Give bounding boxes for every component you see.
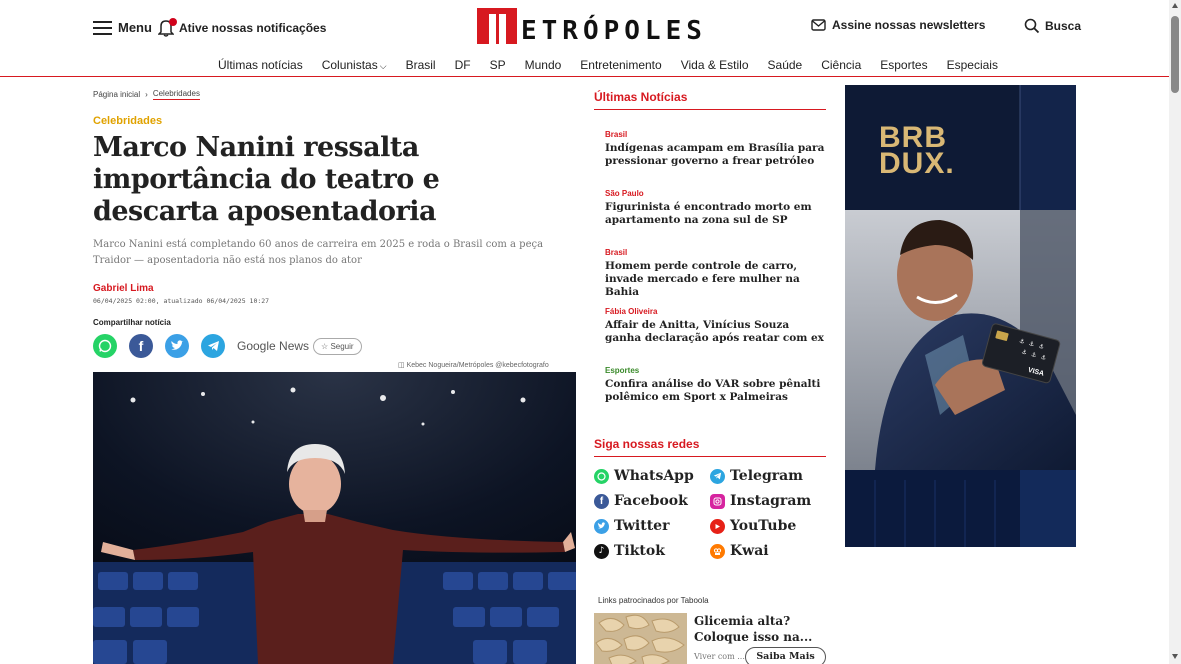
facebook-icon: f [138,338,144,354]
article-dates: 06/04/2025 02:00, atualizado 06/04/2025 10:27 [93,297,270,305]
search-label: Busca [1045,19,1082,33]
social-networks-grid [594,466,826,561]
newsletter-button[interactable] [811,18,985,32]
latest-news-item[interactable] [605,248,825,307]
share-whatsapp-button[interactable] [93,334,117,358]
network-label: Tiktok [614,543,665,559]
menu-label: Menu [118,20,152,35]
sponsored-title[interactable]: Glicemia alta? Coloque isso na... [694,614,813,644]
bell-icon [158,19,174,37]
twitter-icon [594,519,609,534]
notifications-label: Ative nossas notificações [179,21,327,35]
breadcrumb-home[interactable]: Página inicial [93,90,141,99]
kwai-icon [710,544,725,559]
chevron-down-icon: ⌵ [379,61,387,71]
nav-item-saude[interactable]: Saúde [767,58,803,72]
hamburger-icon [93,21,112,35]
news-category: Brasil [605,130,628,139]
network-label: Telegram [730,468,803,484]
news-category: Brasil [605,248,628,257]
network-youtube[interactable] [710,516,826,536]
google-news-follow-button[interactable]: ☆ Seguir [313,338,362,355]
scroll-up-arrow-icon[interactable] [1172,3,1178,8]
photo-credit-text: Kebec Nogueira/Metrópoles @kebecfotografo [406,362,549,369]
network-twitter[interactable] [594,516,710,536]
scroll-thumb[interactable] [1171,16,1179,93]
share-label: Compartilhar notícia [93,318,171,327]
follow-networks-heading: Siga nossas redes [594,437,826,457]
main-nav [0,56,1169,77]
youtube-icon [710,519,725,534]
network-kwai[interactable] [710,541,826,561]
search-button[interactable] [1024,18,1081,34]
share-telegram-button[interactable] [201,334,225,358]
sponsored-image[interactable] [594,613,687,664]
svg-text:VISA: VISA [1027,366,1045,378]
news-category: Fábia Oliveira [605,307,658,316]
ad-brand-line2: DUX. [879,147,955,180]
article-photo [93,372,576,664]
network-label: YouTube [730,518,797,534]
news-title: Affair de Anitta, Vinícius Souza ganha declaração após reatar com ex [605,319,824,344]
sponsored-cta-button[interactable]: Saiba Mais [745,647,826,664]
nav-item-vida-estilo[interactable]: Vida & Estilo [680,58,749,72]
photo-credit [398,361,549,369]
network-label: WhatsApp [614,468,694,484]
sponsored-source: Viver com ... [694,652,745,661]
news-title: Confira análise do VAR sobre pênalti polêmico em Sport x Palmeiras [605,378,821,403]
svg-text:⚓: ⚓ [1018,337,1026,346]
article-title: Marco Nanini ressalta importância do teatro e descarta aposentadoria [93,132,440,227]
search-icon [1024,18,1040,34]
svg-text:⚓: ⚓ [1037,342,1045,351]
twitter-icon [170,340,184,352]
news-title: Indígenas acampam em Brasília para pressionar governo a frear petróleo [605,142,825,167]
nav-item-mundo[interactable]: Mundo [524,58,562,72]
site-header [0,0,1169,52]
telegram-icon [207,340,220,352]
svg-text:⚓: ⚓ [1028,340,1036,349]
network-telegram[interactable] [710,466,826,486]
svg-text:⚓: ⚓ [1039,353,1047,362]
page-scrollbar[interactable] [1169,0,1181,664]
share-facebook-button[interactable] [129,334,153,358]
instagram-icon [710,494,725,509]
network-label: Kwai [730,543,769,559]
news-category: Esportes [605,366,640,375]
network-facebook[interactable] [594,491,710,511]
breadcrumb [93,89,200,100]
nav-item-ciencia[interactable]: Ciência [821,58,862,72]
news-title: Homem perde controle de carro, invade mercado e fere mulher na Bahia [605,260,800,298]
svg-text:⚓: ⚓ [1030,351,1038,360]
google-news-label [237,339,309,353]
article-subtitle: Marco Nanini está completando 60 anos de carreira em 2025 e roda o Brasil com a peça Traidor — aposentadoria não está nos planos do ator [93,239,544,266]
nav-item-sp[interactable]: SP [489,58,506,72]
breadcrumb-current[interactable]: Celebridades [152,89,200,98]
latest-news-heading[interactable]: Últimas Notícias [594,90,826,110]
nav-item-entretenimento[interactable]: Entretenimento [580,58,662,72]
ad-brand-text [879,121,955,180]
telegram-icon [710,469,725,484]
newsletter-label: Assine nossas newsletters [832,18,986,32]
brb-dux-ad[interactable] [845,85,1076,547]
article-kicker[interactable]: Celebridades [93,115,163,127]
tiktok-icon: ♪ [594,544,609,559]
nav-item-colunistas[interactable] [322,58,387,72]
latest-news-item[interactable] [605,130,825,189]
ad-brand-line1: BRB [879,121,947,154]
whatsapp-icon [98,339,112,353]
latest-news-item[interactable] [605,189,825,248]
logo-text: ETRÓPOLES [521,16,707,46]
svg-text:⚓: ⚓ [1020,348,1028,357]
share-bar [93,334,362,358]
google-news-text: Google News [237,339,310,353]
network-instagram[interactable] [710,491,826,511]
nav-item-especiais[interactable]: Especiais [946,58,998,72]
latest-news-item[interactable] [605,366,825,425]
breadcrumb-separator-icon: › [145,90,148,99]
news-title: Figurinista é encontrado morto em apartamento na zona sul de SP [605,201,812,226]
menu-button[interactable] [93,20,152,35]
taboola-label[interactable]: Links patrocinados por Taboola [598,596,709,605]
facebook-icon: f [594,494,609,509]
nav-item-esportes[interactable]: Esportes [880,58,928,72]
nav-item-df[interactable]: DF [454,58,471,72]
latest-news-list [605,130,825,425]
nav-item-brasil[interactable]: Brasil [405,58,436,72]
scroll-down-arrow-icon[interactable] [1172,654,1178,659]
camera-icon: ◫ [398,362,405,369]
network-label: Facebook [614,493,688,509]
whatsapp-icon [594,469,609,484]
nav-item-label: Colunistas [321,58,378,72]
share-twitter-button[interactable] [165,334,189,358]
notifications-button[interactable] [158,19,326,37]
network-whatsapp[interactable] [594,466,710,486]
latest-news-item[interactable] [605,307,825,366]
nav-item-ultimas-noticias[interactable]: Últimas notícias [218,58,303,72]
metropoles-logo[interactable] [477,8,707,44]
google-news-link[interactable] [237,338,362,355]
network-label: Instagram [730,493,812,509]
network-tiktok[interactable] [594,541,710,561]
envelope-icon [811,19,826,31]
network-label: Twitter [614,518,670,534]
logo-m-mark [477,8,517,44]
article-author[interactable]: Gabriel Lima [93,283,154,294]
news-category: São Paulo [605,189,644,198]
